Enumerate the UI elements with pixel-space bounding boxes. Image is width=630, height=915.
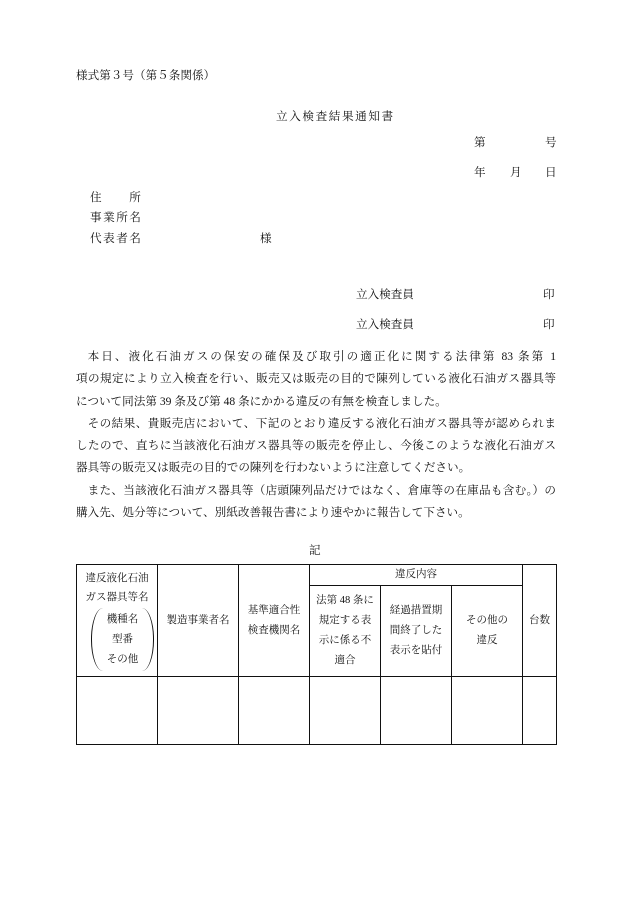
header-testing-body-line: 検査機関名: [247, 624, 301, 636]
header-item-name: [77, 565, 158, 677]
header-line: 経過措置期: [389, 605, 443, 616]
address-label: 住 所: [90, 191, 143, 204]
header-line: 規定する表: [318, 615, 372, 626]
header-line: 間終了した: [389, 625, 443, 636]
cell-violation-transitional: [381, 677, 452, 745]
violation-table: [76, 564, 557, 745]
header-testing-body-line: 基準適合性: [247, 604, 301, 616]
header-violation-other: [452, 586, 523, 677]
header-item-name-line: 違反液化石油: [85, 573, 149, 584]
header-item-detail: その他: [106, 654, 139, 665]
record-heading: 記: [309, 544, 321, 557]
inspector-label: 立入検査員: [356, 288, 414, 301]
paragraph: [76, 413, 556, 480]
honorific: 様: [260, 232, 272, 245]
paragraph: [76, 346, 556, 413]
header-line: 表示を貼付: [389, 645, 443, 656]
header-item-detail: 型番: [112, 634, 133, 645]
document-title: 立入検査結果通知書: [276, 110, 395, 123]
table-header-row: [77, 565, 557, 586]
header-item-detail: 機種名: [106, 614, 139, 625]
paragraph: [76, 480, 556, 525]
paragraph-line: 項の規定により立入検査を行い、販売又は販売の目的で陳列している液化石油ガス器具等: [76, 372, 556, 386]
cell-quantity: [523, 677, 557, 745]
cell-violation-display: [310, 677, 381, 745]
header-quantity: 台数: [523, 565, 557, 677]
representative-label: 代表者名: [90, 232, 143, 245]
seal-mark: 印: [543, 318, 555, 331]
header-item-name-line: ガス器具等名: [85, 592, 149, 603]
item-details-bracket: [91, 608, 154, 671]
header-violation-transitional-label: [381, 586, 452, 677]
notice-body: [76, 346, 556, 524]
number-prefix: 第: [474, 136, 486, 149]
cell-item-name: [77, 677, 158, 745]
header-violation-display-nonconformity: [310, 586, 381, 677]
cell-violation-other: [452, 677, 523, 745]
date-year: 年: [474, 166, 486, 179]
header-testing-body: [239, 565, 310, 677]
paragraph-line: 器具等の販売又は販売の目的での陳列を行わないように注意してください。: [76, 461, 471, 475]
number-suffix: 号: [545, 136, 557, 149]
date-month: 月: [510, 166, 522, 179]
header-line: その他の: [466, 615, 508, 626]
cell-manufacturer: [158, 677, 239, 745]
paragraph-line: したので、直ちに当該液化石油ガス器具等の販売を停止し、今後このような液化石油ガス: [76, 439, 556, 453]
header-line: 違反: [476, 635, 498, 646]
header-violation-group: 違反内容: [310, 565, 523, 586]
seal-mark: 印: [543, 288, 555, 301]
inspector-label: 立入検査員: [356, 318, 414, 331]
header-manufacturer: 製造事業者名: [158, 565, 239, 677]
date-day: 日: [545, 166, 557, 179]
paragraph-line: 本日、液化石油ガスの保安の確保及び取引の適正化に関する法律第 83 条第 1: [87, 350, 556, 363]
paragraph-line: 購入先、処分等について、別紙改善報告書により速やかに報告して下さい。: [76, 506, 470, 520]
cell-testing-body: [239, 677, 310, 745]
header-line: 示に係る不: [318, 635, 372, 646]
paragraph-line: また、当該液化石油ガス器具等（店頭陳列品だけではなく、倉庫等の在庫品も含む。）の: [87, 483, 556, 497]
header-line: 適合: [334, 655, 356, 666]
form-number: 様式第３号（第５条関係）: [76, 69, 216, 82]
office-label: 事業所名: [90, 211, 143, 224]
paragraph-line: について同法第 39 条及び第 48 条にかかる違反の有無を検査しました。: [76, 394, 447, 408]
paragraph-line: その結果、貴販売店において、下記のとおり違反する液化石油ガス器具等が認められま: [87, 416, 556, 430]
table-row: [77, 677, 557, 745]
header-line: 法第 48 条に: [316, 595, 374, 606]
